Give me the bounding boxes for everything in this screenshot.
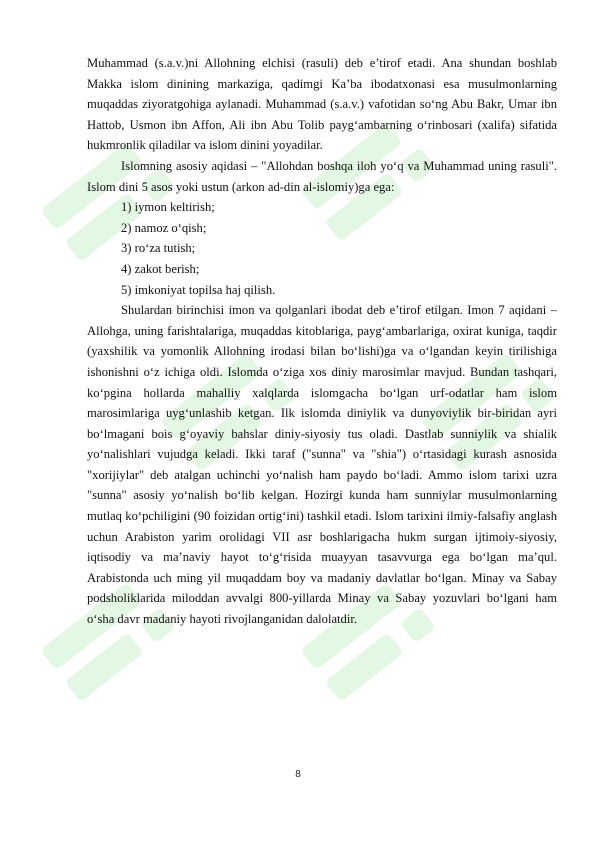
- paragraph-1: Muhammad (s.a.v.)ni Allohning elchisi (rasuli) deb e’tirof etadi. Ana shundan boshlab Makka islom dinining markaziga, qadimgi Ka’ba ibodatxonasi esa musulmonlarning muqaddas ziyoratgohiga aylanadi. Muhammad (s.a.v.) vafotidan so‘ng Abu Bakr, Umar ibn Hattob, Usmon ibn Affon, Ali ibn Abu Tolib payg‘ambarning o‘rinbosari (xalifa) sifatida hukmronlik qiladilar va islom dinini yoyadilar.: [87, 56, 557, 153]
- list-item-5: 5) imkoniyat topilsa haj qilish.: [121, 282, 276, 297]
- list-item-4: 4) zakot berish;: [121, 261, 200, 276]
- list-item-1: 1) iymon keltirish;: [121, 200, 215, 215]
- paragraph-2: Islomning asosiy aqidasi – "Allohdan boshqa iloh yo‘q va Muhammad uning rasuli". Islom dini 5 asos yoki ustun (arkon ad-din al-islomiy)ga ega:: [87, 158, 557, 194]
- page-number: 8: [295, 769, 301, 780]
- list-item-3: 3) ro‘za tutish;: [121, 241, 196, 256]
- list-item-2: 2) namoz o‘qish;: [121, 220, 207, 235]
- document-body: [87, 53, 557, 630]
- paragraph-3: Shulardan birinchisi imon va qolganlari ibodat deb e’tirof etilgan. Imon 7 aqidani – Allohga, uning farishtalariga, muqaddas kitoblariga, payg‘ambarlariga, oxirat kuniga, taqdir (yaxshilik va yomonlik Allohning irodasi bilan bo‘lishi)ga va o‘lgandan keyin tirilishiga ishonishni o‘z ichiga oldi. Islomda o‘ziga xos diniy marosimlar mavjud. Bundan tashqari, ko‘pgina hollarda mahalliy xalqlarda islomgacha bo‘lgan urf-odatlar ham islom marosimlariga uyg‘unlashib ketgan. Ilk islomda diniylik va dunyoviylik bir-biridan ayri bo‘lmagani bois g‘oyaviy bahslar diniy-siyosiy tus oladi. Dastlab sunniylik va shialik yo‘nalishlari vujudga keladi. Ikki taraf ("sunna" va "shia") o‘rtasidagi kurash asnosida "xorijiylar" deb atalgan uchinchi yo‘nalish ham paydo bo‘ladi. Ammo islom tarixi uzra "sunna" asosiy yo‘nalish bo‘lib kelgan. Hozirgi kunda ham sunniylar musulmonlarning mutlaq ko‘pchiligini (90 foizidan ortig‘ini) tashkil etadi. Islom tarixini ilmiy-falsafiy anglash uchun Arabiston yarim orolidagi VII asr boshlarigacha hukm surgan ijtimoiy-siyosiy, iqtisodiy va ma’naviy hayot to‘g‘risida muayyan tasavvurga ega bo‘lgan ma’qul. Arabistonda uch ming yil muqaddam boy va madaniy davlatlar bo‘lgan. Minay va Sabay podsholiklarida miloddan avvalgi 800-yillarda Minay va Sabay yozuvlari bo‘lgani ham o‘sha davr madaniy hayoti rivojlanganidan dalolatdir.: [87, 303, 557, 627]
